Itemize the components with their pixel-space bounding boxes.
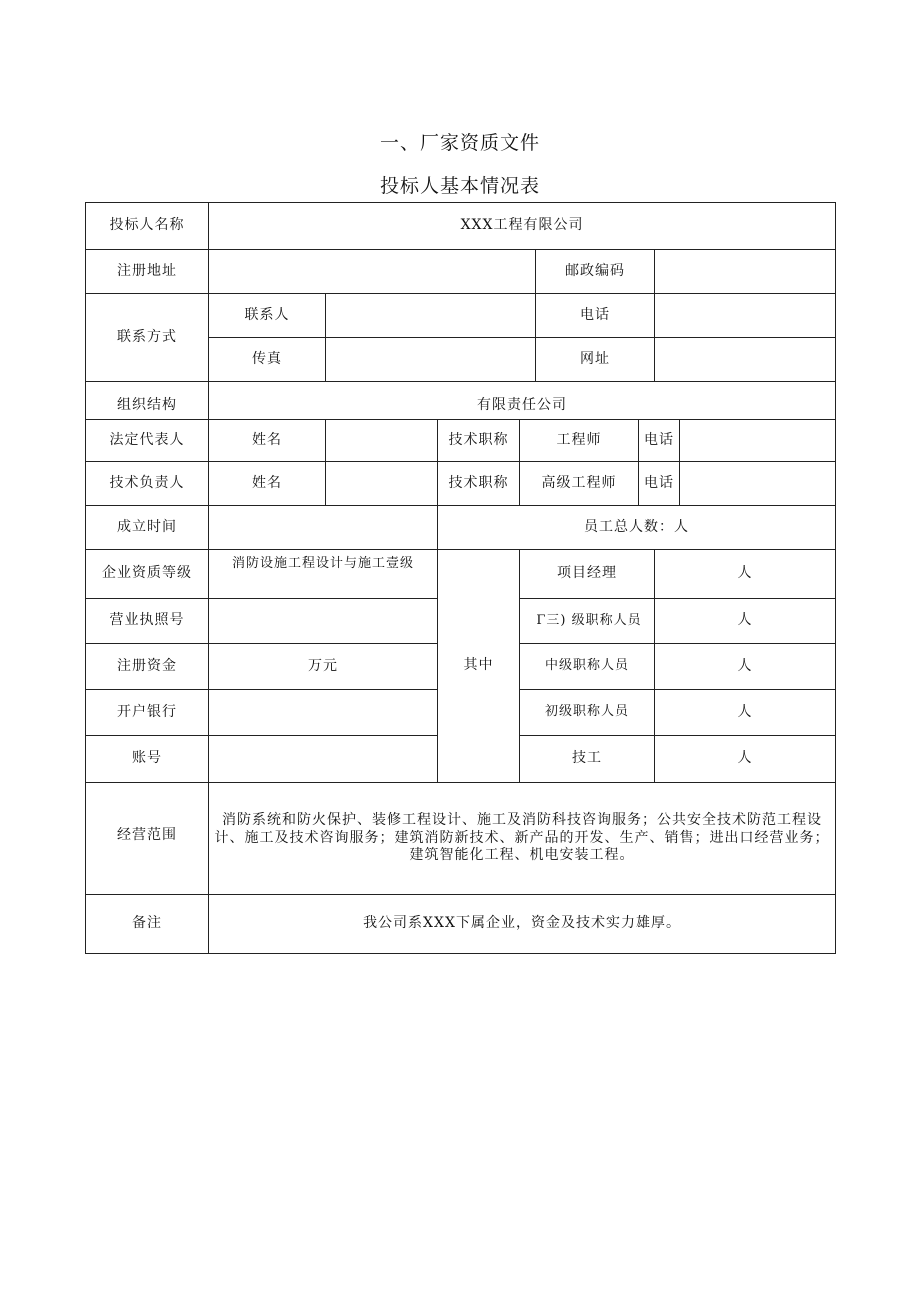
founded-label: 成立时间 bbox=[86, 506, 209, 550]
org-value[interactable]: 有限责任公司 bbox=[209, 382, 836, 420]
tech-lead-phone-label: 电话 bbox=[639, 462, 680, 506]
website-label: 网址 bbox=[536, 338, 655, 382]
contact-label: 联系方式 bbox=[86, 294, 209, 382]
bidder-info-table bbox=[85, 202, 836, 954]
remark-value[interactable]: 我公司系XXX下属企业，资金及技术实力雄厚。 bbox=[209, 895, 836, 954]
staff-label-project-manager: 项目经理 bbox=[520, 550, 655, 599]
tech-lead-title-value[interactable]: 高级工程师 bbox=[520, 462, 639, 506]
row-founded bbox=[86, 506, 836, 550]
staff-value-senior[interactable]: 人 bbox=[655, 599, 836, 644]
staff-label-intermediate: 中级职称人员 bbox=[520, 644, 655, 690]
row-reg-address bbox=[86, 250, 836, 294]
fax-label: 传真 bbox=[209, 338, 326, 382]
qualification-value[interactable]: 消防设施工程设计与施工壹级 bbox=[209, 550, 438, 599]
row-contact-person bbox=[86, 294, 836, 338]
row-remark bbox=[86, 895, 836, 954]
legal-rep-label: 法定代表人 bbox=[86, 420, 209, 462]
staff-value-intermediate[interactable]: 人 bbox=[655, 644, 836, 690]
staff-value-project-manager[interactable]: 人 bbox=[655, 550, 836, 599]
staff-total: 员工总人数：人 bbox=[438, 506, 836, 550]
founded-value[interactable] bbox=[209, 506, 438, 550]
contact-person-value[interactable] bbox=[326, 294, 536, 338]
postcode-label: 邮政编码 bbox=[536, 250, 655, 294]
contact-person-label: 联系人 bbox=[209, 294, 326, 338]
table-title: 投标人基本情况表 bbox=[379, 175, 540, 197]
qualification-label: 企业资质等级 bbox=[86, 550, 209, 599]
scope-value[interactable]: 消防系统和防火保护、装修工程设计、施工及消防科技咨询服务；公共安全技术防范工程设计、施工及技术咨询服务；建筑消防新技术、新产品的开发、生产、销售；进出口经营业务；建筑智能化工程、机电安装工程。 bbox=[209, 783, 836, 895]
legal-rep-title-label: 技术职称 bbox=[438, 420, 520, 462]
staff-label-senior: Γ三) 级职称人员 bbox=[520, 599, 655, 644]
legal-rep-title-value[interactable]: 工程师 bbox=[520, 420, 639, 462]
postcode-value[interactable] bbox=[655, 250, 836, 294]
capital-value[interactable]: 万元 bbox=[209, 644, 438, 690]
row-tech-lead bbox=[86, 462, 836, 506]
among-label: 其中 bbox=[438, 550, 520, 783]
remark-label: 备注 bbox=[86, 895, 209, 954]
legal-rep-name-value[interactable] bbox=[326, 420, 438, 462]
row-organization bbox=[86, 382, 836, 420]
legal-rep-name-label: 姓名 bbox=[209, 420, 326, 462]
tech-lead-name-label: 姓名 bbox=[209, 462, 326, 506]
bank-value[interactable] bbox=[209, 690, 438, 736]
bidder-name-value[interactable]: XXX工程有限公司 bbox=[209, 203, 836, 250]
staff-label-technician: 技工 bbox=[520, 736, 655, 783]
scope-label: 经营范围 bbox=[86, 783, 209, 895]
tech-lead-name-value[interactable] bbox=[326, 462, 438, 506]
tech-lead-phone-value[interactable] bbox=[680, 462, 836, 506]
tech-lead-title-label: 技术职称 bbox=[438, 462, 520, 506]
row-scope bbox=[86, 783, 836, 895]
legal-rep-phone-value[interactable] bbox=[680, 420, 836, 462]
row-qualification bbox=[86, 550, 836, 599]
capital-label: 注册资金 bbox=[86, 644, 209, 690]
license-value[interactable] bbox=[209, 599, 438, 644]
staff-value-junior[interactable]: 人 bbox=[655, 690, 836, 736]
account-label: 账号 bbox=[86, 736, 209, 783]
row-legal-rep bbox=[86, 420, 836, 462]
staff-label-junior: 初级职称人员 bbox=[520, 690, 655, 736]
bank-label: 开户银行 bbox=[86, 690, 209, 736]
reg-address-value[interactable] bbox=[209, 250, 536, 294]
bidder-name-label: 投标人名称 bbox=[86, 203, 209, 250]
fax-value[interactable] bbox=[326, 338, 536, 382]
account-value[interactable] bbox=[209, 736, 438, 783]
row-bidder-name bbox=[86, 203, 836, 250]
reg-address-label: 注册地址 bbox=[86, 250, 209, 294]
tech-lead-label: 技术负责人 bbox=[86, 462, 209, 506]
section-title: 一、厂家资质文件 bbox=[379, 132, 540, 154]
license-label: 营业执照号 bbox=[86, 599, 209, 644]
website-value[interactable] bbox=[655, 338, 836, 382]
phone-label: 电话 bbox=[536, 294, 655, 338]
staff-value-technician[interactable]: 人 bbox=[655, 736, 836, 783]
legal-rep-phone-label: 电话 bbox=[639, 420, 680, 462]
org-label: 组织结构 bbox=[86, 382, 209, 420]
phone-value[interactable] bbox=[655, 294, 836, 338]
